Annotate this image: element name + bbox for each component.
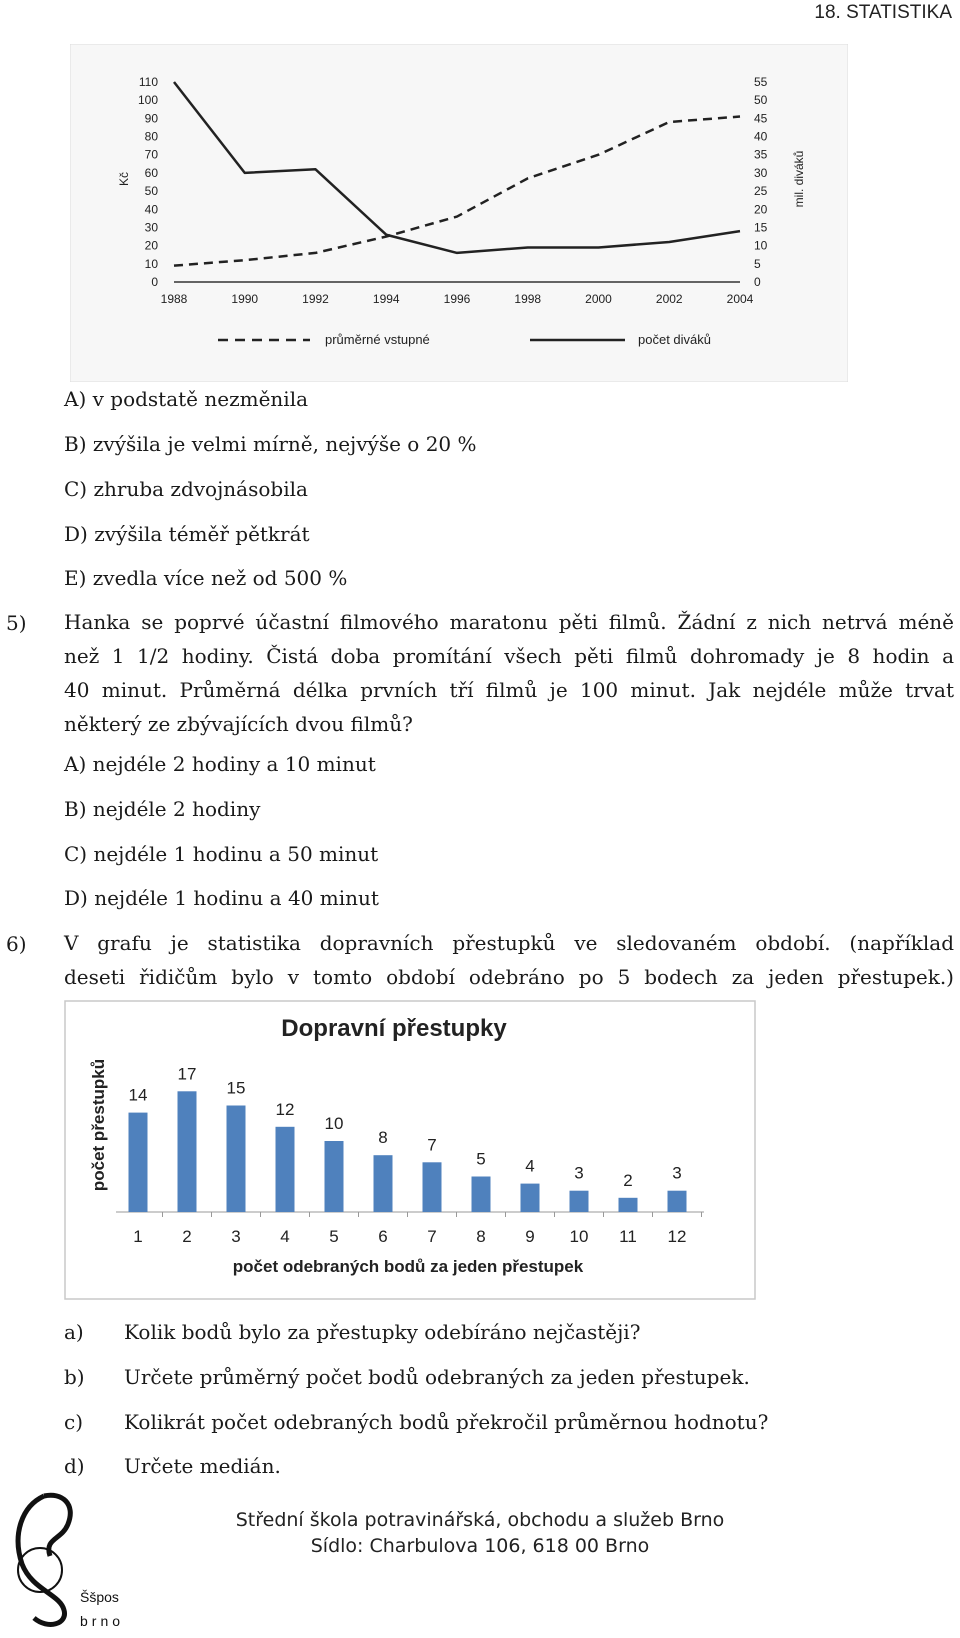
bar-value-label: 7 bbox=[427, 1135, 437, 1155]
q4-option-d: D) zvýšila téměř pětkrát bbox=[64, 522, 310, 546]
bar-value-label: 10 bbox=[324, 1114, 344, 1133]
q6b-letter: b) bbox=[64, 1365, 85, 1389]
bar-value-label: 12 bbox=[275, 1099, 295, 1119]
x-tick-label: 1994 bbox=[372, 292, 400, 306]
right-tick-label: 45 bbox=[754, 111, 768, 126]
left-tick-label: 110 bbox=[138, 75, 158, 89]
bar bbox=[374, 1155, 393, 1212]
q5-option-a: A) nejdéle 2 hodiny a 10 minut bbox=[64, 752, 376, 776]
svg-text:brno: brno bbox=[80, 1613, 125, 1629]
q5-number: 5) bbox=[6, 611, 27, 635]
bar-chart-title: Dopravní přestupky bbox=[281, 1015, 507, 1042]
right-tick-label: 50 bbox=[754, 93, 768, 108]
bar-value-label: 8 bbox=[378, 1128, 388, 1148]
q5-line-4: některý ze zbývajících dvou filmů? bbox=[64, 712, 413, 736]
bar bbox=[668, 1191, 687, 1212]
svg-text:Ššpos: Ššpos bbox=[80, 1589, 119, 1605]
left-axis-label: Kč bbox=[117, 171, 131, 187]
legend-dashed-label: průměrné vstupné bbox=[325, 332, 430, 347]
footer-school-name: Střední škola potravinářská, obchodu a služeb Brno bbox=[235, 1509, 725, 1531]
bar-value-label: 5 bbox=[476, 1149, 486, 1169]
q5-option-b: B) nejdéle 2 hodiny bbox=[64, 797, 261, 821]
chapter-header: 18. STATISTIKA bbox=[814, 2, 952, 23]
q6-line-1: V grafu je statistika dopravních přestupků ve sledovaném období. (například bbox=[64, 931, 954, 955]
x-tick-label: 1988 bbox=[160, 292, 188, 306]
left-tick-label: 70 bbox=[144, 147, 158, 162]
q6a-text: Kolik bodů bylo za přestupky odebíráno nejčastěji? bbox=[124, 1320, 641, 1344]
right-tick-label: 0 bbox=[754, 275, 761, 289]
left-tick-label: 10 bbox=[144, 256, 158, 271]
bar-category-label: 3 bbox=[231, 1227, 241, 1246]
bar bbox=[570, 1191, 589, 1212]
x-tick-label: 2000 bbox=[585, 292, 612, 306]
q4-option-e: E) zvedla více než od 500 % bbox=[64, 566, 348, 590]
q5-text bbox=[64, 605, 954, 741]
left-tick-label: 30 bbox=[144, 220, 158, 235]
right-tick-label: 30 bbox=[754, 165, 768, 180]
bar-value-label: 15 bbox=[226, 1078, 246, 1098]
q6c-letter: c) bbox=[64, 1410, 84, 1434]
bar-value-label: 2 bbox=[623, 1170, 633, 1190]
bar-chart-ylabel: počet přestupků bbox=[89, 1058, 108, 1192]
bar bbox=[423, 1162, 442, 1212]
right-tick-label: 55 bbox=[754, 75, 768, 89]
bar-category-label: 9 bbox=[525, 1227, 535, 1246]
bar-category-label: 5 bbox=[329, 1227, 339, 1246]
bar-value-label: 17 bbox=[177, 1064, 197, 1084]
left-tick-label: 50 bbox=[144, 184, 158, 199]
bar-value-label: 14 bbox=[128, 1085, 148, 1105]
right-tick-label: 25 bbox=[754, 184, 768, 199]
bar-value-label: 3 bbox=[672, 1163, 682, 1183]
bar bbox=[325, 1141, 344, 1212]
left-tick-label: 100 bbox=[137, 93, 158, 108]
x-tick-label: 1996 bbox=[443, 292, 471, 306]
q5-line-2: než 1 1/2 hodiny. Čistá doba promítání všech pěti filmů dohromady je 8 hodin a bbox=[64, 644, 954, 668]
left-tick-label: 80 bbox=[144, 129, 158, 144]
q6b-text: Určete průměrný počet bodů odebraných za jeden přestupek. bbox=[124, 1365, 750, 1389]
q5-line-3: 40 minut. Průměrná délka prvních tří filmů je 100 minut. Jak nejdéle může trvat bbox=[64, 678, 954, 702]
q4-option-a: A) v podstatě nezměnila bbox=[64, 387, 309, 411]
bar-chart-xlabel: počet odebraných bodů za jeden přestupek bbox=[232, 1257, 584, 1276]
q5-option-c: C) nejdéle 1 hodinu a 50 minut bbox=[64, 842, 379, 866]
bar-category-label: 8 bbox=[476, 1227, 486, 1246]
bar bbox=[178, 1091, 197, 1212]
bar bbox=[619, 1198, 638, 1212]
q5-option-d: D) nejdéle 1 hodinu a 40 minut bbox=[64, 886, 379, 910]
bar-category-label: 4 bbox=[280, 1227, 290, 1246]
legend-solid-label: počet diváků bbox=[638, 332, 711, 347]
left-tick-label: 60 bbox=[144, 165, 158, 180]
q6d-text: Určete medián. bbox=[124, 1454, 281, 1478]
q6-line-2: deseti řidičům bylo v tomto období odebráno po 5 bodech za jeden přestupek.) bbox=[64, 965, 954, 989]
q4-option-b: B) zvýšila je velmi mírně, nejvýše o 20 % bbox=[64, 432, 477, 456]
q4-option-c: C) zhruba zdvojnásobila bbox=[64, 477, 308, 501]
bar-category-label: 7 bbox=[427, 1227, 437, 1246]
bar bbox=[276, 1127, 295, 1212]
left-tick-label: 40 bbox=[144, 202, 158, 217]
bar bbox=[227, 1106, 246, 1213]
q6d-letter: d) bbox=[64, 1454, 85, 1478]
right-tick-label: 20 bbox=[754, 202, 768, 217]
q6a-letter: a) bbox=[64, 1320, 84, 1344]
right-tick-label: 10 bbox=[754, 238, 768, 253]
q5-line-1: Hanka se poprvé účastní filmového maratonu pěti filmů. Žádní z nich netrvá méně bbox=[64, 610, 954, 634]
bar-category-label: 10 bbox=[569, 1227, 589, 1246]
left-tick-label: 90 bbox=[144, 111, 158, 126]
x-tick-label: 2004 bbox=[726, 292, 754, 306]
x-tick-label: 1998 bbox=[514, 292, 542, 306]
bar-category-label: 2 bbox=[182, 1227, 192, 1246]
x-tick-label: 1990 bbox=[231, 292, 259, 306]
right-axis-label: mil. diváků bbox=[792, 150, 806, 208]
bar-value-label: 3 bbox=[574, 1163, 584, 1183]
bar-category-label: 12 bbox=[667, 1227, 687, 1246]
bar-category-label: 6 bbox=[378, 1227, 388, 1246]
q6-number: 6) bbox=[6, 932, 27, 956]
left-tick-label: 0 bbox=[151, 275, 158, 289]
q6-text bbox=[64, 926, 954, 994]
footer-address: Sídlo: Charbulova 106, 618 00 Brno bbox=[310, 1535, 650, 1557]
bar-value-label: 4 bbox=[525, 1156, 535, 1176]
left-tick-label: 20 bbox=[144, 238, 158, 253]
right-tick-label: 5 bbox=[754, 256, 761, 271]
bar bbox=[129, 1113, 148, 1212]
line-chart bbox=[70, 44, 848, 382]
right-tick-label: 15 bbox=[754, 220, 768, 235]
right-tick-label: 40 bbox=[754, 129, 768, 144]
bar-chart bbox=[64, 1000, 756, 1300]
bar bbox=[472, 1177, 491, 1213]
x-tick-label: 1992 bbox=[302, 292, 329, 306]
q6c-text: Kolikrát počet odebraných bodů překročil průměrnou hodnotu? bbox=[124, 1410, 769, 1434]
bar bbox=[521, 1184, 540, 1212]
bar-category-label: 1 bbox=[133, 1227, 143, 1246]
x-tick-label: 2002 bbox=[655, 292, 683, 306]
right-tick-label: 35 bbox=[754, 147, 768, 162]
bar-category-label: 11 bbox=[619, 1227, 637, 1246]
